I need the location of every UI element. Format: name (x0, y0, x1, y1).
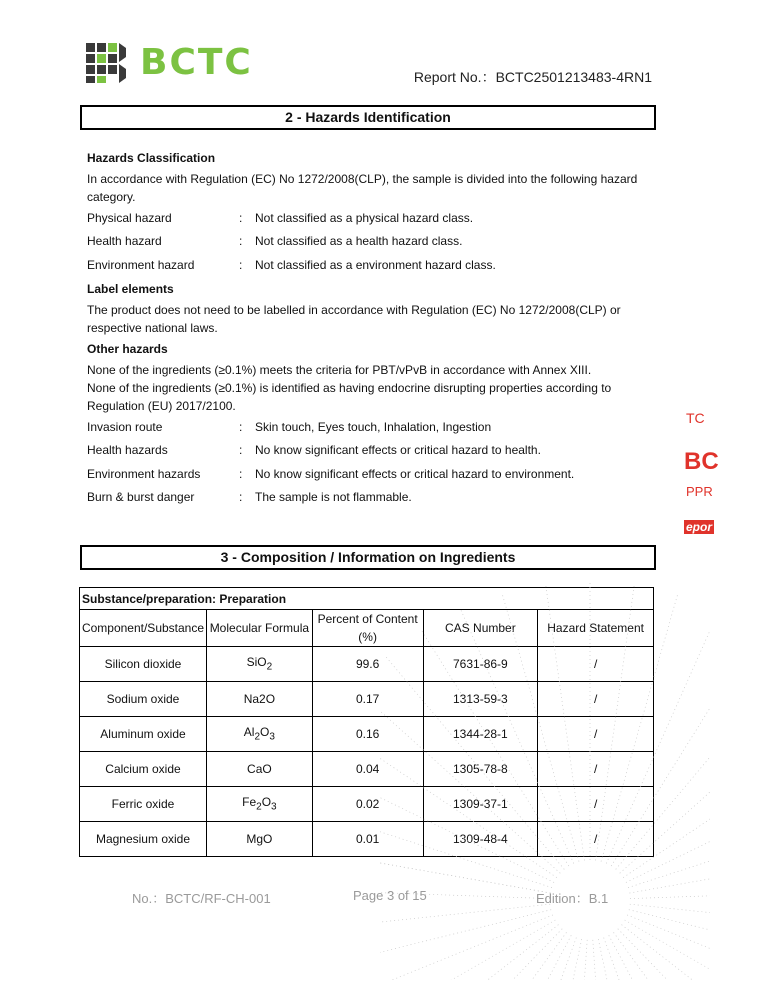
watermark-ray (380, 844, 551, 893)
watermark-ray (598, 939, 656, 980)
watermark-ray (630, 904, 710, 933)
section-title-hazards: 2 - Hazards Identification (80, 105, 656, 130)
label-elements-heading: Label elements (87, 282, 174, 296)
watermark-ray (380, 929, 562, 980)
watermark-ray (380, 915, 553, 980)
formula-base: MgO (246, 832, 273, 846)
watermark-ray (420, 629, 568, 866)
colon: : (239, 490, 243, 504)
cell-formula (206, 647, 312, 682)
header-cas: CAS Number (423, 610, 538, 647)
watermark-ray (628, 801, 710, 888)
cell-hazard: / (538, 822, 654, 857)
stamp-text-3: PPR (686, 484, 713, 499)
watermark-ray (614, 932, 710, 980)
watermark-ray (629, 844, 710, 893)
cell-cas: 1309-48-4 (423, 822, 538, 857)
header-percent-line1: Percent of Content (317, 612, 418, 626)
watermark-ray (620, 686, 710, 873)
formula-sub: 2 (256, 801, 262, 813)
cell-percent: 0.02 (312, 787, 423, 822)
hazards-classification-heading: Hazards Classification (87, 151, 216, 165)
hazards-intro-line2: category. (87, 190, 136, 204)
cell-hazard: / (538, 682, 654, 717)
colon: : (239, 443, 243, 457)
cell-component: Ferric oxide (80, 787, 207, 822)
formula-sub2: 3 (269, 731, 275, 743)
cell-component: Silicon dioxide (80, 647, 207, 682)
other-hazards-line2: None of the ingredients (≥0.1%) is identified as having endocrine disrupting properties according to (87, 381, 612, 395)
report-number: Report No.：BCTC2501213483-4RN1 (413, 69, 652, 85)
watermark-ray (380, 844, 551, 893)
colon: : (239, 420, 243, 434)
formula-sub: 2 (254, 731, 261, 743)
other-value: No know significant effects or critical hazard to environment. (255, 467, 575, 481)
header-formula: Molecular Formula (206, 610, 312, 647)
formula-base: Fe (242, 795, 257, 810)
cell-component: Calcium oxide (80, 752, 207, 787)
cell-cas: 1305-78-8 (423, 752, 538, 787)
watermark-ray (616, 655, 710, 869)
watermark-ray (627, 915, 710, 980)
colon: : (239, 234, 243, 248)
formula-base: CaO (247, 762, 272, 776)
cell-component: Magnesium oxide (80, 822, 207, 857)
other-label: Invasion route (87, 420, 163, 434)
watermark-ray (568, 940, 588, 980)
cell-component: Aluminum oxide (80, 717, 207, 752)
hazard-value: Not classified as a physical hazard class. (255, 211, 474, 225)
other-value: Skin touch, Eyes touch, Inhalation, Ingestion (255, 420, 492, 434)
watermark-ray (380, 920, 555, 980)
watermark-ray (380, 721, 557, 878)
other-hazards-line3: Regulation (EU) 2017/2100. (87, 399, 236, 413)
stamp-seal (680, 400, 768, 550)
cell-percent: 0.17 (312, 682, 423, 717)
formula-tail: O (261, 795, 272, 810)
cell-formula (206, 752, 312, 787)
label-elements-line2: respective national laws. (87, 321, 218, 335)
colon: : (239, 211, 243, 225)
watermark-ray (630, 889, 710, 899)
watermark-ray (380, 925, 558, 980)
other-hazards-heading: Other hazards (87, 342, 168, 356)
cell-hazard: / (538, 717, 654, 752)
watermark-ray (380, 760, 554, 883)
watermark-ray (502, 592, 579, 861)
footer-page-number: Page 3 of 15 (353, 888, 427, 903)
cell-formula (206, 787, 312, 822)
watermark-ray (481, 938, 577, 980)
cell-component: Sodium oxide (80, 682, 207, 717)
formula-base: Al (243, 725, 255, 740)
watermark-ray (380, 686, 560, 873)
table-caption: Substance/preparation: Preparation (80, 588, 654, 610)
stamp-text-4: epor (686, 520, 713, 534)
header-hazard: Hazard Statement (538, 610, 654, 647)
watermark-ray (593, 940, 613, 980)
stamp-text-2: BC (684, 448, 719, 475)
formula-tail: O (260, 725, 270, 740)
hazards-intro-line1: In accordance with Regulation (EC) No 1272/2008(CLP), the sample is divided into the following hazard (87, 172, 638, 186)
cell-hazard: / (538, 787, 654, 822)
watermark-ray (626, 760, 710, 883)
watermark-ray (611, 629, 710, 866)
hazard-value: Not classified as a health hazard class. (255, 234, 463, 248)
cell-cas: 1344-28-1 (423, 717, 538, 752)
colon: : (239, 258, 243, 272)
watermark-ray (380, 910, 551, 978)
cell-cas: 1309-37-1 (423, 787, 538, 822)
watermark-ray (460, 608, 574, 864)
cell-percent: 0.01 (312, 822, 423, 857)
other-label: Burn & burst danger (87, 490, 195, 504)
watermark-ray (604, 938, 700, 980)
bctc-logo-icon (86, 43, 128, 83)
footer-doc-number: No.：BCTC/RF-CH-001 (132, 891, 271, 906)
watermark-ray (622, 925, 710, 980)
watermark-ray (596, 583, 635, 860)
watermark-ray (625, 920, 710, 980)
section-title-composition: 3 - Composition / Information on Ingredients (80, 545, 656, 570)
other-label: Health hazards (87, 443, 168, 457)
cell-cas: 1313-59-3 (423, 682, 538, 717)
colon: : (239, 467, 243, 481)
other-value: The sample is not flammable. (255, 490, 412, 504)
logo-text: BCTC (140, 42, 253, 83)
cell-formula (206, 822, 312, 857)
cell-cas: 7631-86-9 (423, 647, 538, 682)
cell-formula (206, 717, 312, 752)
watermark-ray (545, 583, 584, 860)
header-percent-line2: (%) (358, 630, 377, 644)
label-elements-line1: The product does not need to be labelled in accordance with Regulation (EC) No 1272/2008(CLP) or (87, 303, 621, 317)
watermark-ray (601, 592, 678, 861)
other-value: No know significant effects or critical hazard to health. (255, 443, 541, 457)
hazard-label: Physical hazard (87, 211, 172, 225)
watermark-ray (402, 932, 567, 980)
formula-sub: 2 (266, 661, 273, 673)
watermark-ray (623, 721, 710, 878)
other-hazards-line1: None of the ingredients (≥0.1%) meets the criteria for PBT/vPvB in accordance with Annex XIII. (87, 363, 592, 377)
cell-formula (206, 682, 312, 717)
watermark-ray (618, 929, 710, 980)
formula-base: SiO (246, 655, 267, 670)
watermark-ray (380, 801, 552, 888)
cell-percent: 0.16 (312, 717, 423, 752)
watermark-ray (523, 939, 581, 980)
hazard-value: Not classified as a environment hazard class. (255, 258, 496, 272)
hazard-label: Health hazard (87, 234, 162, 248)
watermark-ray (440, 935, 571, 980)
header-component: Component/Substance (80, 610, 207, 647)
other-label: Environment hazards (87, 467, 201, 481)
watermark-ray (384, 655, 564, 869)
watermark-rays-icon (380, 560, 710, 980)
company-logo (86, 42, 253, 83)
formula-sub2: 3 (271, 801, 277, 813)
cell-percent: 0.04 (312, 752, 423, 787)
footer-edition: Edition：B.1 (536, 891, 609, 906)
formula-base: Na2O (243, 692, 276, 706)
stamp-text-1: TC (686, 410, 705, 426)
hazard-label: Environment hazard (87, 258, 195, 272)
watermark-ray (606, 608, 710, 864)
cell-percent: 99.6 (312, 647, 423, 682)
cell-hazard: / (538, 752, 654, 787)
cell-hazard: / (538, 647, 654, 682)
watermark-ray (380, 904, 550, 933)
